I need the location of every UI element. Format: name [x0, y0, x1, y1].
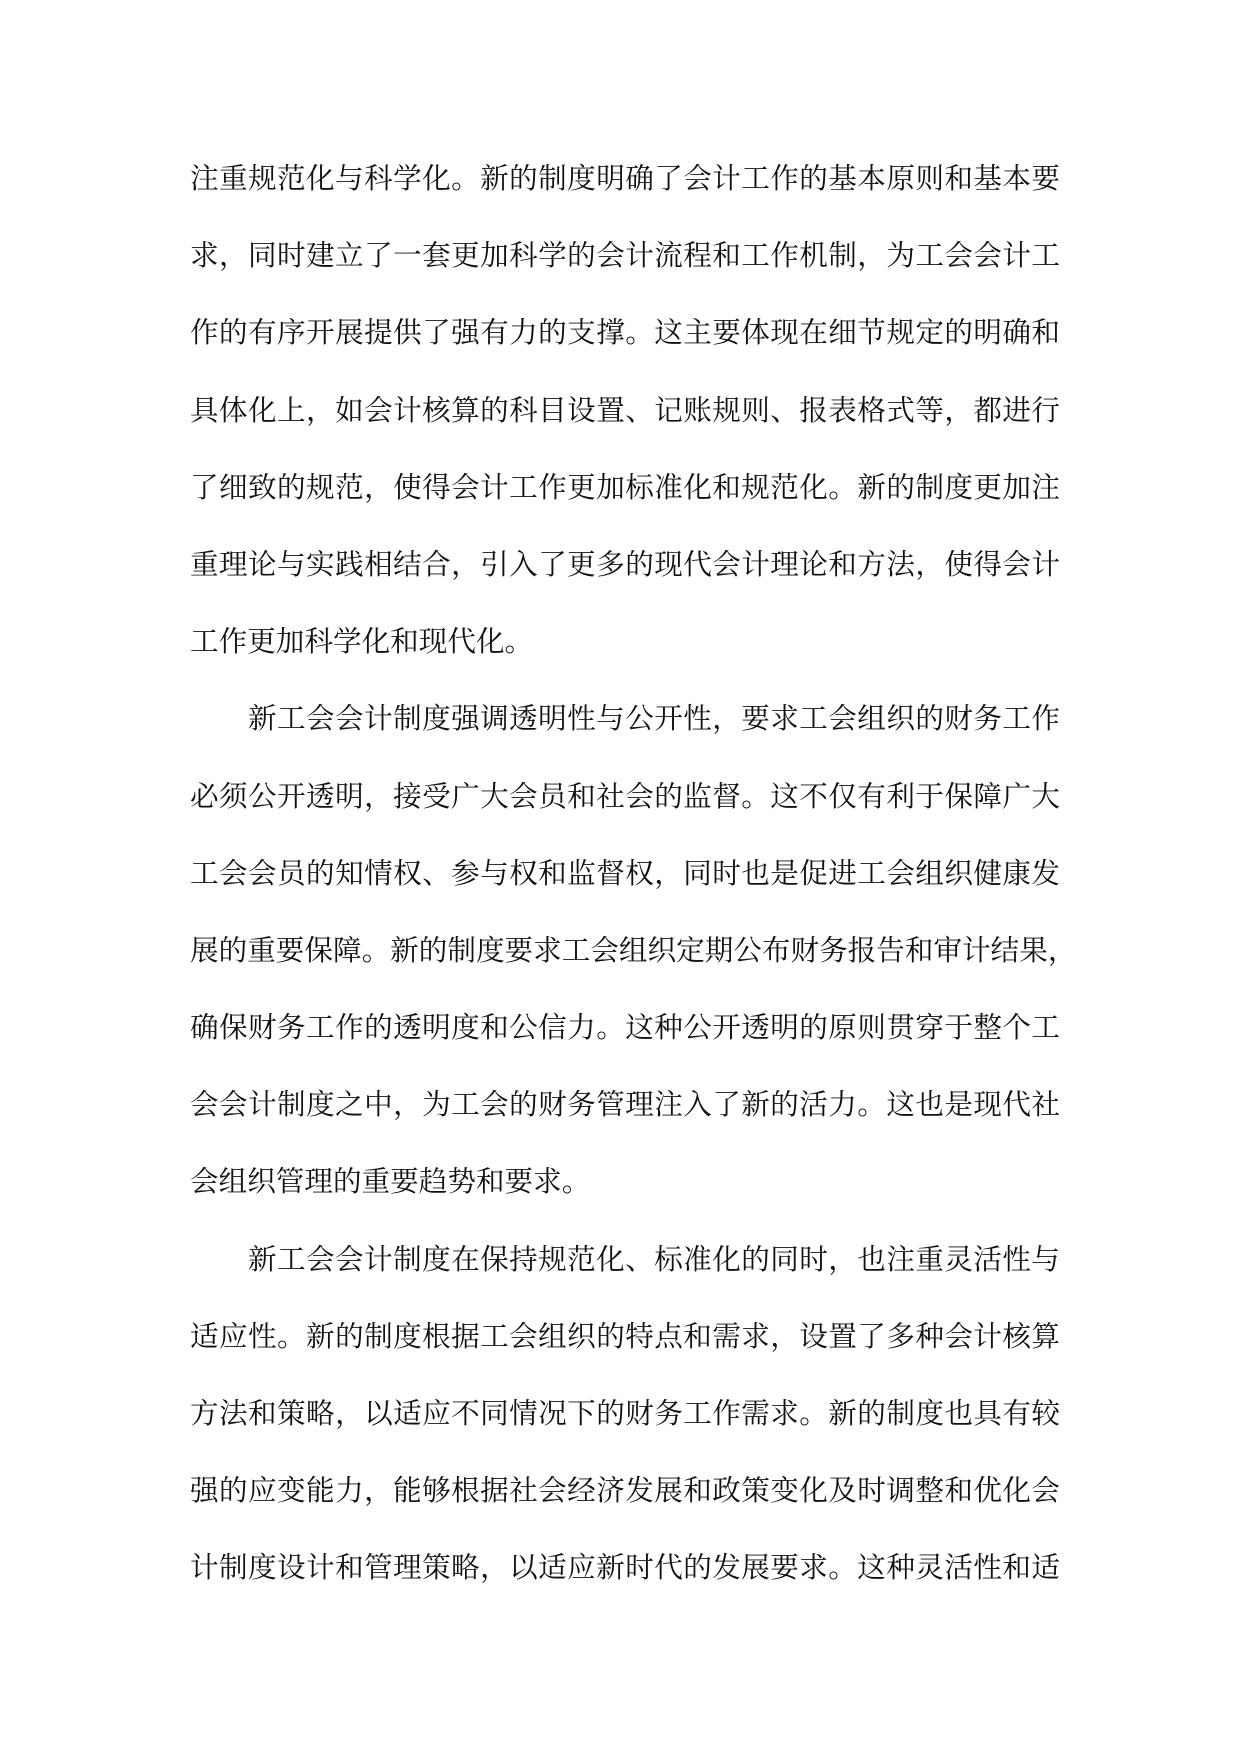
text-line: 强的应变能力，能够根据社会经济发展和政策变化及时调整和优化会: [190, 1473, 1060, 1508]
paragraph-first-line: 新工会会计制度在保持规范化、标准化的同时，也注重灵活性与: [248, 1241, 1060, 1276]
paragraph-first-line: 新工会会计制度强调透明性与公开性，要求工会组织的财务工作: [248, 701, 1060, 736]
text-line: 展的重要保障。新的制度要求工会组织定期公布财务报告和审计结果，: [190, 932, 1077, 967]
text-line: 方法和策略，以适应不同情况下的财务工作需求。新的制度也具有较: [190, 1396, 1060, 1430]
text-line: 会会计制度之中，为工会的财务管理注入了新的活力。这也是现代社: [190, 1087, 1060, 1122]
text-line: 确保财务工作的透明度和公信力。这种公开透明的原则贯穿于整个工: [190, 1010, 1060, 1045]
text-line: 必须公开透明，接受广大会员和社会的监督。这不仅有利于保障广大: [190, 778, 1060, 813]
text-line: 工作更加科学化和现代化。: [190, 624, 534, 659]
text-line: 适应性。新的制度根据工会组织的特点和需求，设置了多种会计核算: [190, 1318, 1060, 1353]
text-line: 会组织管理的重要趋势和要求。: [190, 1164, 591, 1199]
text-line: 求，同时建立了一套更加科学的会计流程和工作机制，为工会会计工: [190, 238, 1060, 273]
text-line: 了细致的规范，使得会计工作更加标准化和规范化。新的制度更加注: [190, 469, 1060, 504]
text-line: 重理论与实践相结合，引入了更多的现代会计理论和方法，使得会计: [190, 546, 1060, 581]
text-line: 计制度设计和管理策略，以适应新时代的发展要求。这种灵活性和适: [190, 1550, 1060, 1585]
body-text: [190, 140, 1077, 1607]
text-line: 注重规范化与科学化。新的制度明确了会计工作的基本原则和基本要: [190, 161, 1060, 195]
text-line: 工会会员的知情权、参与权和监督权，同时也是促进工会组织健康发: [190, 855, 1060, 890]
text-line: 作的有序开展提供了强有力的支撑。这主要体现在细节规定的明确和: [190, 315, 1060, 350]
text-line: 具体化上，如会计核算的科目设置、记账规则、报表格式等，都进行: [190, 392, 1060, 427]
